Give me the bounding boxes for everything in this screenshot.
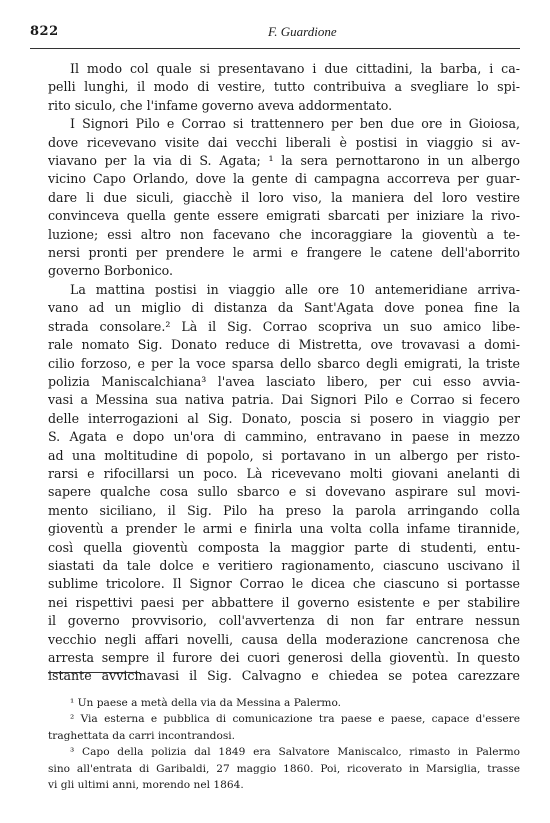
text-line: ad una moltitudine di popolo, si portavano in un albergo per risto- bbox=[48, 447, 520, 463]
text-line: cilio forzoso, e per la voce sparsa dello sbarco degli emigrati, la triste bbox=[48, 355, 520, 371]
text-line: nersi pronti per prendere le armi e frangere le catene dell'aborrito bbox=[48, 245, 520, 261]
footnote-line: sino all'entrata di Garibaldi, 27 maggio 1860. Poi, ricoverato in Marsiglia, trasse bbox=[48, 762, 520, 775]
footnote-rule bbox=[48, 672, 140, 673]
text-line: così quella gioventù composta la maggior parte di studenti, entu- bbox=[48, 539, 520, 555]
text-line: luzione; essi altro non facevano che incoraggiare la gioventù a te- bbox=[48, 226, 520, 242]
text-line: vicino Capo Orlando, dove la gente di campagna accorreva per guar- bbox=[48, 171, 520, 187]
text-line: vano ad un miglio di distanza da Sant'Agata dove ponea fine la bbox=[48, 300, 520, 316]
text-line: mento siciliano, il Sig. Pilo ha preso la parola arringando colla bbox=[48, 502, 520, 518]
footnote-line: vi gli ultimi anni, morendo nel 1864. bbox=[48, 779, 244, 792]
footnote-line: ² Via esterna e pubblica di comunicazione tra paese e paese, capace d'essere bbox=[70, 713, 520, 726]
text-line: viavano per la via di S. Agata; ¹ la sera pernottarono in un albergo bbox=[48, 153, 520, 169]
header-rule bbox=[30, 48, 520, 49]
text-line: istante avvicinavasi il Sig. Calvagno e chiedea se potea carezzare bbox=[48, 668, 520, 684]
text-line: siastati da tale dolce e veritiero ragionamento, ciascuno uscivano il bbox=[48, 557, 520, 573]
text-line: delle interrogazioni al Sig. Donato, poscia si posero in viaggio per bbox=[48, 410, 520, 426]
text-line: convinceva quella gente essere emigrati sbarcati per iniziare la rivo- bbox=[48, 208, 520, 224]
text-line: La mattina postisi in viaggio alle ore 10 antemeridiane arriva- bbox=[70, 281, 520, 297]
page-header bbox=[30, 24, 520, 44]
footnotes bbox=[48, 695, 520, 793]
text-line: strada consolare.² Là il Sig. Corrao scopriva un suo amico libe- bbox=[48, 318, 520, 334]
footnote-line: traghettata da carri incontrandosi. bbox=[48, 729, 236, 742]
text-line: dare li due siculi, giacchè il loro viso, la maniera del loro vestire bbox=[48, 189, 520, 205]
text-line: dove ricevevano visite dai vecchi liberali è postisi in viaggio si av- bbox=[48, 134, 520, 150]
text-line: il governo provvisorio, coll'avvertenza di non far entrare nessun bbox=[48, 613, 520, 629]
footnote-line: ³ Capo della polizia dal 1849 era Salvatore Maniscalco, rimasto in Palermo bbox=[70, 746, 520, 759]
text-line: polizia Maniscalchiana³ l'avea lasciato libero, per cui esso avvia- bbox=[48, 373, 520, 389]
text-line: vasi a Messina sua nativa patria. Dai Signori Pilo e Corrao si fecero bbox=[48, 392, 520, 408]
running-head: F. Guardione bbox=[268, 24, 337, 39]
footnote-line: ¹ Un paese a metà della via da Messina a Palermo. bbox=[70, 697, 342, 709]
body-text bbox=[48, 60, 520, 686]
text-line: S. Agata e dopo un'ora di cammino, entravano in paese in mezzo bbox=[48, 429, 520, 445]
page-number: 822 bbox=[30, 24, 59, 39]
text-line: sublime tricolore. Il Signor Corrao le dicea che ciascuno si portasse bbox=[48, 576, 520, 592]
text-line: I Signori Pilo e Corrao si trattennero per ben due ore in Gioiosa, bbox=[70, 116, 520, 132]
text-line: rito siculo, che l'infame governo aveva addormentato. bbox=[48, 97, 393, 113]
text-line: Il modo col quale si presentavano i due cittadini, la barba, i ca- bbox=[70, 61, 520, 76]
text-line: governo Borbonico. bbox=[48, 263, 173, 279]
text-line: sapere qualche cosa sullo sbarco e si dovevano aspirare sul movi- bbox=[48, 484, 520, 500]
text-line: pelli lunghi, il modo di vestire, tutto contribuiva a svegliare lo spi- bbox=[48, 79, 520, 95]
text-line: vecchio negli affari novelli, causa della moderazione cancrenosa che bbox=[48, 631, 520, 647]
text-line: rarsi e rifocillarsi un poco. Là ricevevano molti giovani anelanti di bbox=[48, 465, 520, 481]
text-line: gioventù a prender le armi e finirla una volta colla infame tirannide, bbox=[48, 521, 520, 537]
text-line: arresta sempre il furore dei cuori generosi della gioventù. In questo bbox=[48, 650, 520, 665]
text-line: rale nomato Sig. Donato reduce di Mistretta, ove trovavasi a domi- bbox=[48, 337, 520, 353]
text-line: nei rispettivi paesi per abbattere il governo esistente e per stabilire bbox=[48, 594, 520, 610]
